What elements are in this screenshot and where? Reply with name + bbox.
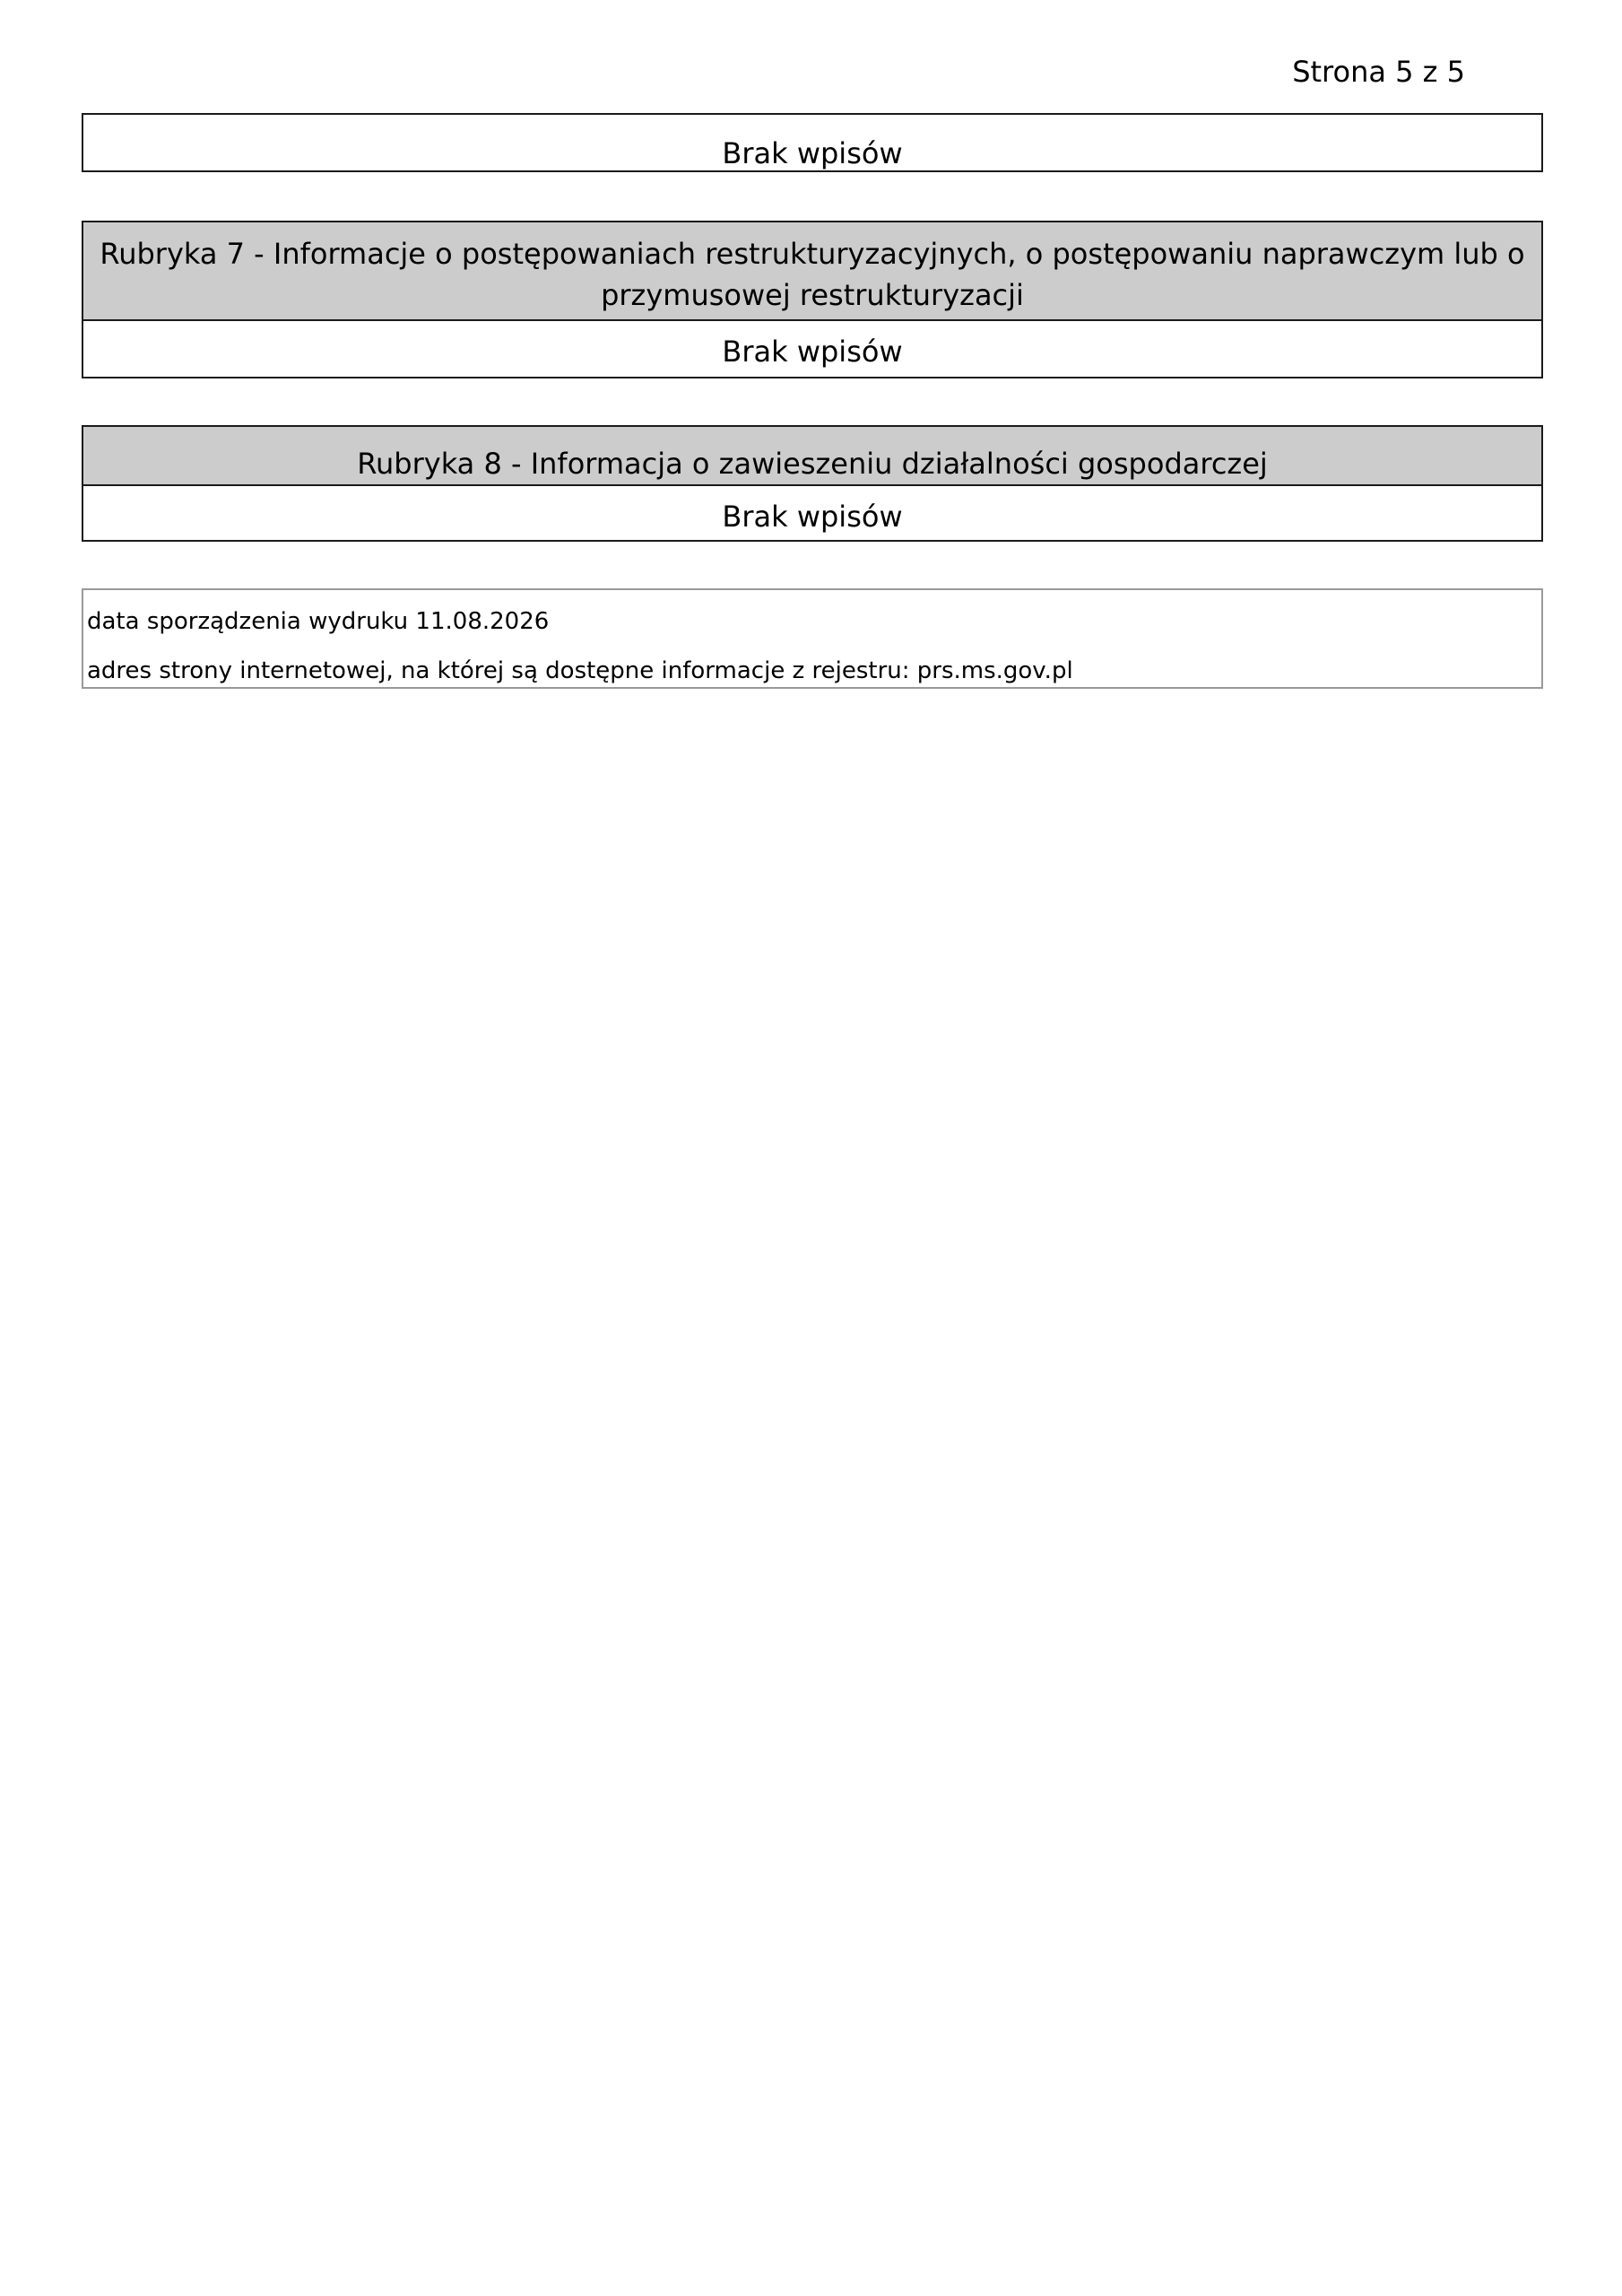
- section-rubryka-8: [82, 425, 1543, 542]
- print-date: data sporządzenia wydruku 11.08.2026: [87, 608, 550, 635]
- section-header: Rubryka 7 - Informacje o postępowaniach restrukturyzacyjnych, o postępowaniu naprawczym lub o przymusowej restrukturyzacji: [83, 222, 1541, 321]
- section-continuation: [82, 113, 1543, 172]
- page-number: Strona 5 z 5: [1292, 55, 1465, 89]
- section-rubryka-7: [82, 221, 1543, 378]
- section-header: Rubryka 8 - Informacja o zawieszeniu działalności gospodarczej: [83, 427, 1541, 486]
- print-footer: [82, 588, 1543, 689]
- section-empty-text: Brak wpisów: [722, 136, 903, 170]
- registry-website: adres strony internetowej, na której są dostępne informacje z rejestru: prs.ms.gov.pl: [87, 657, 1073, 684]
- section-empty-text: Brak wpisów: [722, 500, 903, 534]
- section-empty-text: Brak wpisów: [722, 335, 903, 369]
